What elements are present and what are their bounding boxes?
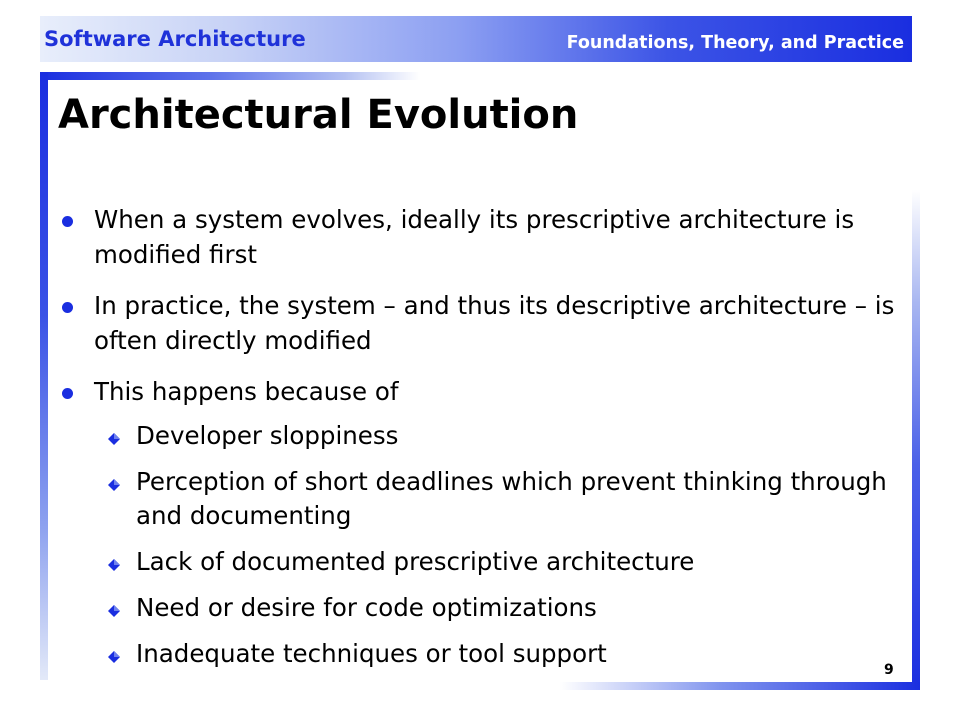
slide-title: Architectural Evolution xyxy=(58,92,579,138)
bullet-text: When a system evolves, ideally its prescriptive architecture is modified first xyxy=(94,205,855,269)
frame-top-accent xyxy=(40,72,420,80)
header-bar xyxy=(40,16,912,62)
sub-bullet-item xyxy=(60,591,900,625)
slide-content xyxy=(60,202,900,683)
sub-bullet-item xyxy=(60,637,900,671)
sub-bullet-text: Inadequate techniques or tool support xyxy=(136,639,607,668)
bullet-item xyxy=(60,374,900,409)
diamond-bullet-icon xyxy=(108,479,120,491)
bullet-text: In practice, the system – and thus its descriptive architecture – is often directly modified xyxy=(94,291,895,355)
frame-bottom-accent xyxy=(560,682,920,690)
sub-bullet-text: Developer sloppiness xyxy=(136,421,399,450)
sub-bullet-item xyxy=(60,419,900,453)
sub-bullet-text: Lack of documented prescriptive architecture xyxy=(136,547,695,576)
diamond-bullet-icon xyxy=(108,559,120,571)
sub-bullet-item xyxy=(60,545,900,579)
bullet-text: This happens because of xyxy=(94,377,399,406)
frame-left-accent xyxy=(40,72,48,680)
sub-bullet-text: Need or desire for code optimizations xyxy=(136,593,597,622)
circle-bullet-icon xyxy=(62,216,73,227)
frame-right-accent xyxy=(912,190,920,690)
sub-bullet-item xyxy=(60,465,900,533)
course-title: Software Architecture xyxy=(44,27,306,51)
circle-bullet-icon xyxy=(62,388,73,399)
book-subtitle: Foundations, Theory, and Practice xyxy=(566,33,904,53)
page-number: 9 xyxy=(884,662,894,678)
diamond-bullet-icon xyxy=(108,651,120,663)
diamond-bullet-icon xyxy=(108,605,120,617)
diamond-bullet-icon xyxy=(108,433,120,445)
bullet-item xyxy=(60,202,900,272)
sub-bullet-text: Perception of short deadlines which prevent thinking through and documenting xyxy=(136,467,887,530)
circle-bullet-icon xyxy=(62,302,73,313)
bullet-item xyxy=(60,288,900,358)
